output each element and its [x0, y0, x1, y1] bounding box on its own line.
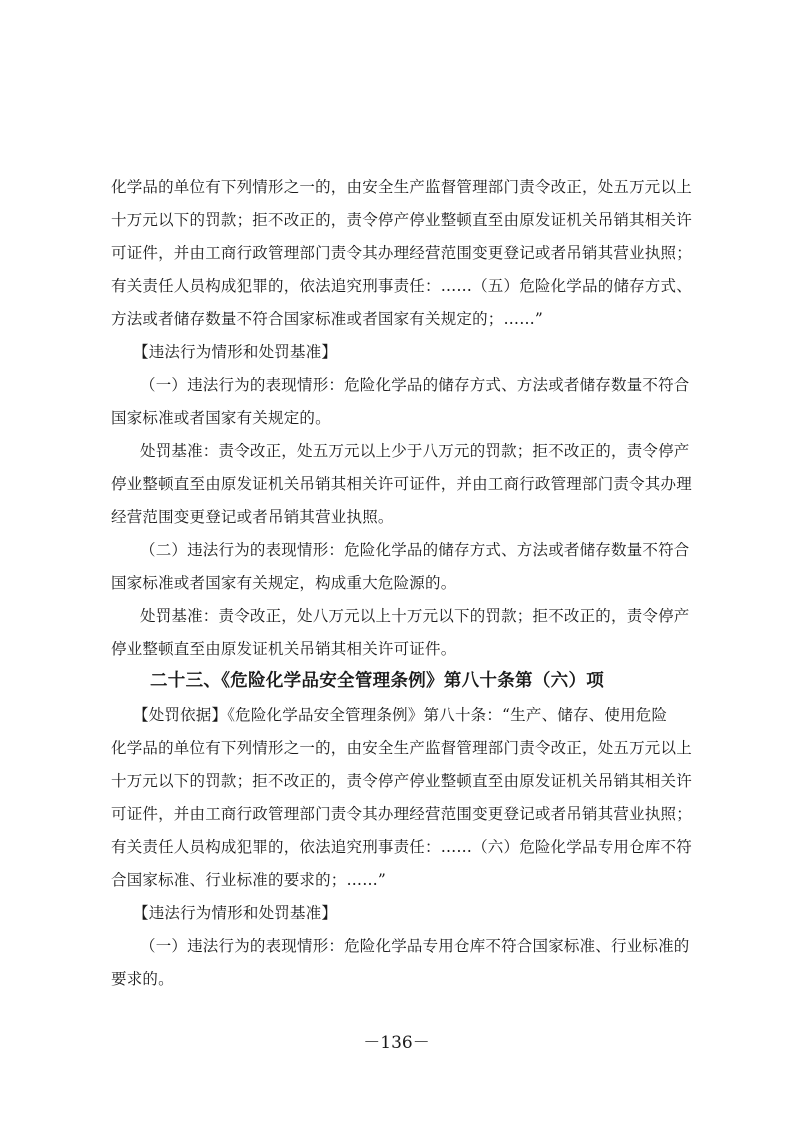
body-text-line: 经营范围变更登记或者吊销其营业执照。 [111, 508, 394, 526]
body-text-line: 【处罚依据】《危险化学品安全管理条例》第八十条：“生产、储存、使用危险 [133, 706, 668, 724]
body-text-line: 化学品的单位有下列情形之一的，由安全生产监督管理部门责令改正，处五万元以上 [111, 739, 692, 757]
body-text-line: 化学品的单位有下列情形之一的，由安全生产监督管理部门责令改正，处五万元以上 [111, 178, 692, 196]
body-text-line: （二）违法行为的表现情形：危险化学品的储存方式、方法或者储存数量不符合 [140, 541, 690, 559]
body-text-line: 要求的。 [111, 970, 174, 988]
body-text-line: 十万元以下的罚款；拒不改正的，责令停产停业整顿直至由原发证机关吊销其相关许 [111, 211, 692, 229]
body-text-line: （一）违法行为的表现情形：危险化学品的储存方式、方法或者储存数量不符合 [140, 376, 690, 394]
body-text-line: 停业整顿直至由原发证机关吊销其相关许可证件。 [111, 640, 457, 658]
body-text-line: 有关责任人员构成犯罪的，依法追究刑事责任：……（六）危险化学品专用仓库不符 [111, 838, 692, 856]
body-text-line: 处罚基准：责令改正，处五万元以上少于八万元的罚款；拒不改正的，责令停产 [140, 442, 690, 460]
body-text-line: 十万元以下的罚款；拒不改正的，责令停产停业整顿直至由原发证机关吊销其相关许 [111, 772, 692, 790]
body-text-line: 可证件，并由工商行政管理部门责令其办理经营范围变更登记或者吊销其营业执照； [111, 244, 692, 262]
body-text-line: 国家标准或者国家有关规定，构成重大危险源的。 [111, 574, 457, 592]
section-label: 【违法行为情形和处罚基准】 [133, 343, 338, 361]
body-text-line: 国家标准或者国家有关规定的。 [111, 409, 331, 427]
body-text-line: 停业整顿直至由原发证机关吊销其相关许可证件，并由工商行政管理部门责令其办理 [111, 475, 692, 493]
body-text-line: 处罚基准：责令改正，处八万元以上十万元以下的罚款；拒不改正的，责令停产 [140, 607, 690, 625]
body-text-line: 有关责任人员构成犯罪的，依法追究刑事责任：……（五）危险化学品的储存方式、 [111, 277, 692, 295]
body-text-line: 可证件，并由工商行政管理部门责令其办理经营范围变更登记或者吊销其营业执照； [111, 805, 692, 823]
page-number: －136－ [363, 1033, 430, 1053]
body-text-line: 方法或者储存数量不符合国家标准或者国家有关规定的；……” [111, 310, 544, 328]
body-text-line: （一）违法行为的表现情形：危险化学品专用仓库不符合国家标准、行业标准的 [140, 937, 690, 955]
body-text-line: 合国家标准、行业标准的要求的；……” [111, 871, 387, 889]
section-heading: 二十三、《危险化学品安全管理条例》第八十条第（六）项 [150, 671, 605, 691]
section-label: 【违法行为情形和处罚基准】 [133, 904, 338, 922]
